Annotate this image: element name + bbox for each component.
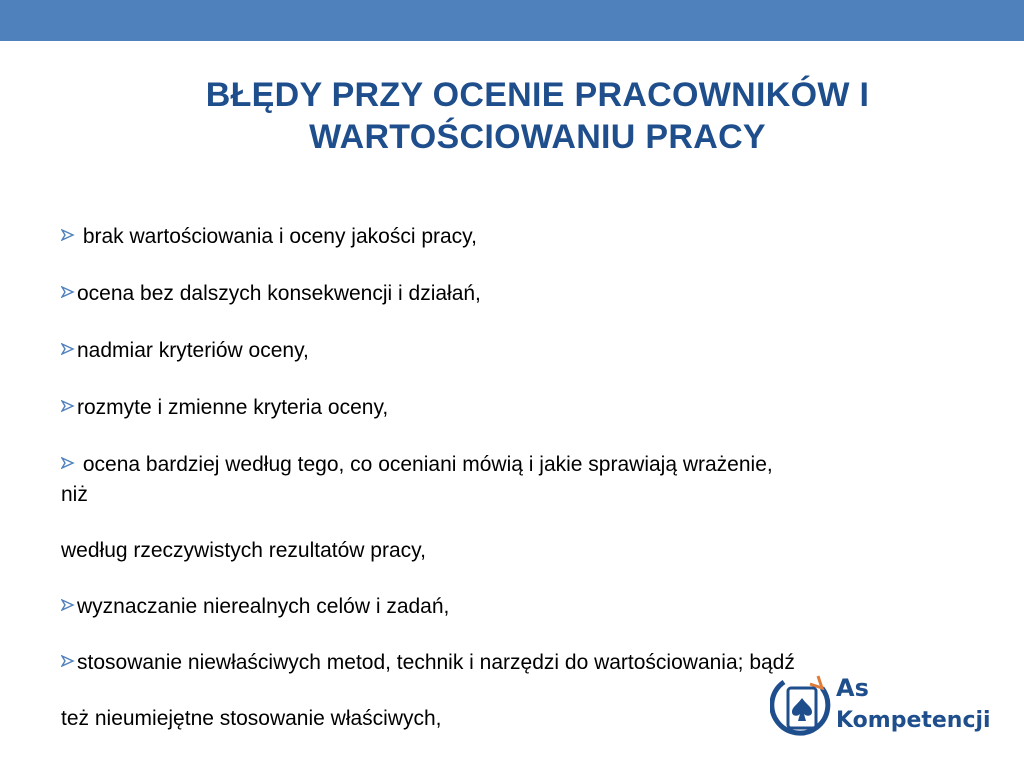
- bullet-item: [61, 281, 481, 307]
- title-line-1: BŁĘDY PRZY OCENIE PRACOWNIKÓW I: [205, 76, 870, 114]
- bullet-item: [61, 594, 449, 620]
- logo-line-1: As: [836, 674, 869, 702]
- bullet-item: [61, 395, 388, 421]
- arrow-bullet-icon: [61, 457, 75, 469]
- paragraph-line: [61, 538, 426, 564]
- logo-line-2: Kompetencji: [836, 708, 991, 733]
- title-line-2: WARTOŚCIOWANIU PRACY: [309, 118, 766, 156]
- bullet-text: według rzeczywistych rezultatów pracy,: [61, 539, 426, 562]
- arrow-bullet-icon: [61, 343, 75, 355]
- bullet-text: też nieumiejętne stosowanie właściwych,: [61, 707, 442, 730]
- paragraph-line: [61, 706, 442, 732]
- bullet-item: [61, 650, 795, 676]
- bullet-text: rozmyte i zmienne kryteria oceny,: [77, 396, 389, 419]
- arrow-bullet-icon: [61, 655, 75, 667]
- bullet-text: stosowanie niewłaściwych metod, technik i narzędzi do wartościowania; bądź: [77, 651, 795, 674]
- top-bar: [0, 0, 1024, 41]
- slide-title: [120, 74, 955, 158]
- bullet-item: [61, 338, 309, 364]
- bullet-text: ocena bardziej według tego, co oceniani mówią i jakie sprawiają wrażenie,: [77, 453, 773, 476]
- bullet-text: niż: [61, 483, 88, 506]
- bullet-item: [61, 452, 773, 478]
- bullet-text: ocena bez dalszych konsekwencji i działań,: [77, 282, 481, 305]
- bullet-text: wyznaczanie nierealnych celów i zadań,: [77, 595, 450, 618]
- bullet-text: nadmiar kryteriów oceny,: [77, 339, 309, 362]
- bullet-text: brak wartościowania i oceny jakości pracy,: [77, 225, 477, 248]
- as-kompetencji-logo: [770, 674, 1000, 744]
- bullet-continuation: [61, 482, 88, 508]
- arrow-bullet-icon: [61, 286, 75, 298]
- spade-card-logo-icon: [770, 674, 834, 740]
- arrow-bullet-icon: [61, 599, 75, 611]
- arrow-bullet-icon: [61, 229, 75, 241]
- arrow-bullet-icon: [61, 400, 75, 412]
- bullet-item: [61, 224, 477, 250]
